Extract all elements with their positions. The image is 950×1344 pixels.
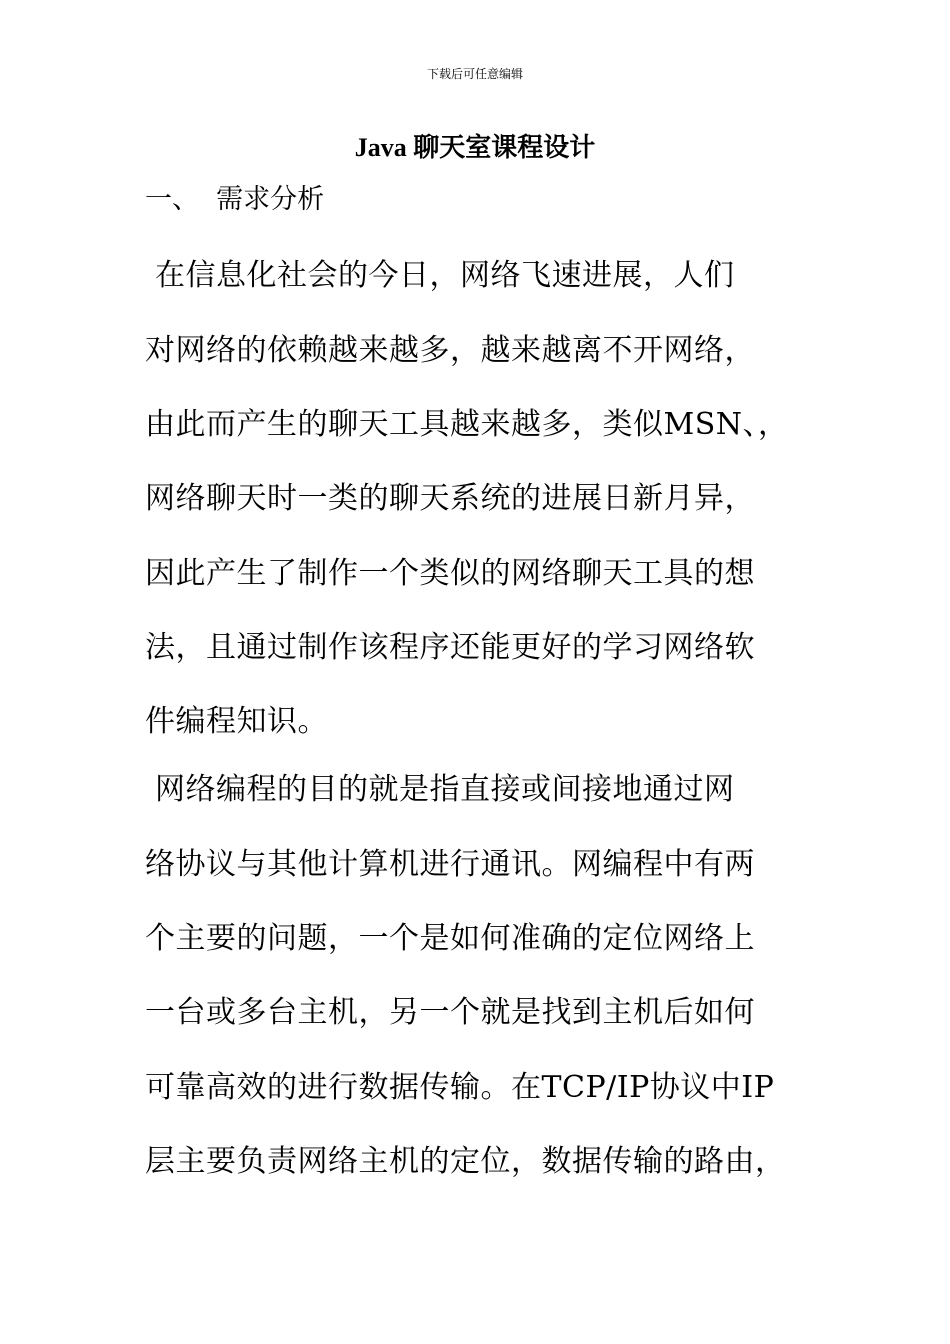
paragraph-1-line: 法，且通过制作该程序还能更好的学习网络软 [145,630,755,665]
section-heading-requirements: 一、 需求分析 [145,184,325,215]
paragraph-1-line: 由此而产生的聊天工具越来越多，类似MSN、， [145,407,789,442]
page-header-note: 下载后可任意编辑 [426,67,523,81]
paragraph-1-line: 网络聊天时一类的聊天系统的进展日新月异， [145,481,755,516]
paragraph-2-line: 层主要负责网络主机的定位，数据传输的路由， [145,1144,786,1179]
document-title: Java 聊天室课程设计 [354,133,596,162]
paragraph-1-line: 因此产生了制作一个类似的网络聊天工具的想 [145,556,755,591]
paragraph-2-line: 网络编程的目的就是指直接或间接地通过网 [145,772,735,807]
paragraph-2-line: 一台或多台主机，另一个就是找到主机后如何 [145,995,755,1030]
paragraph-1-line: 件编程知识。 [145,704,328,739]
paragraph-2-line: 可靠高效的进行数据传输。在TCP/IP协议中IP [145,1070,775,1105]
paragraph-1-line: 在信息化社会的今日，网络飞速进展，人们 [145,258,735,293]
paragraph-1-line: 对网络的依赖越来越多，越来越离不开网络， [145,333,755,368]
paragraph-2-line: 个主要的问题，一个是如何准确的定位网络上 [145,921,755,956]
paragraph-2-line: 络协议与其他计算机进行通讯。网编程中有两 [145,847,755,882]
